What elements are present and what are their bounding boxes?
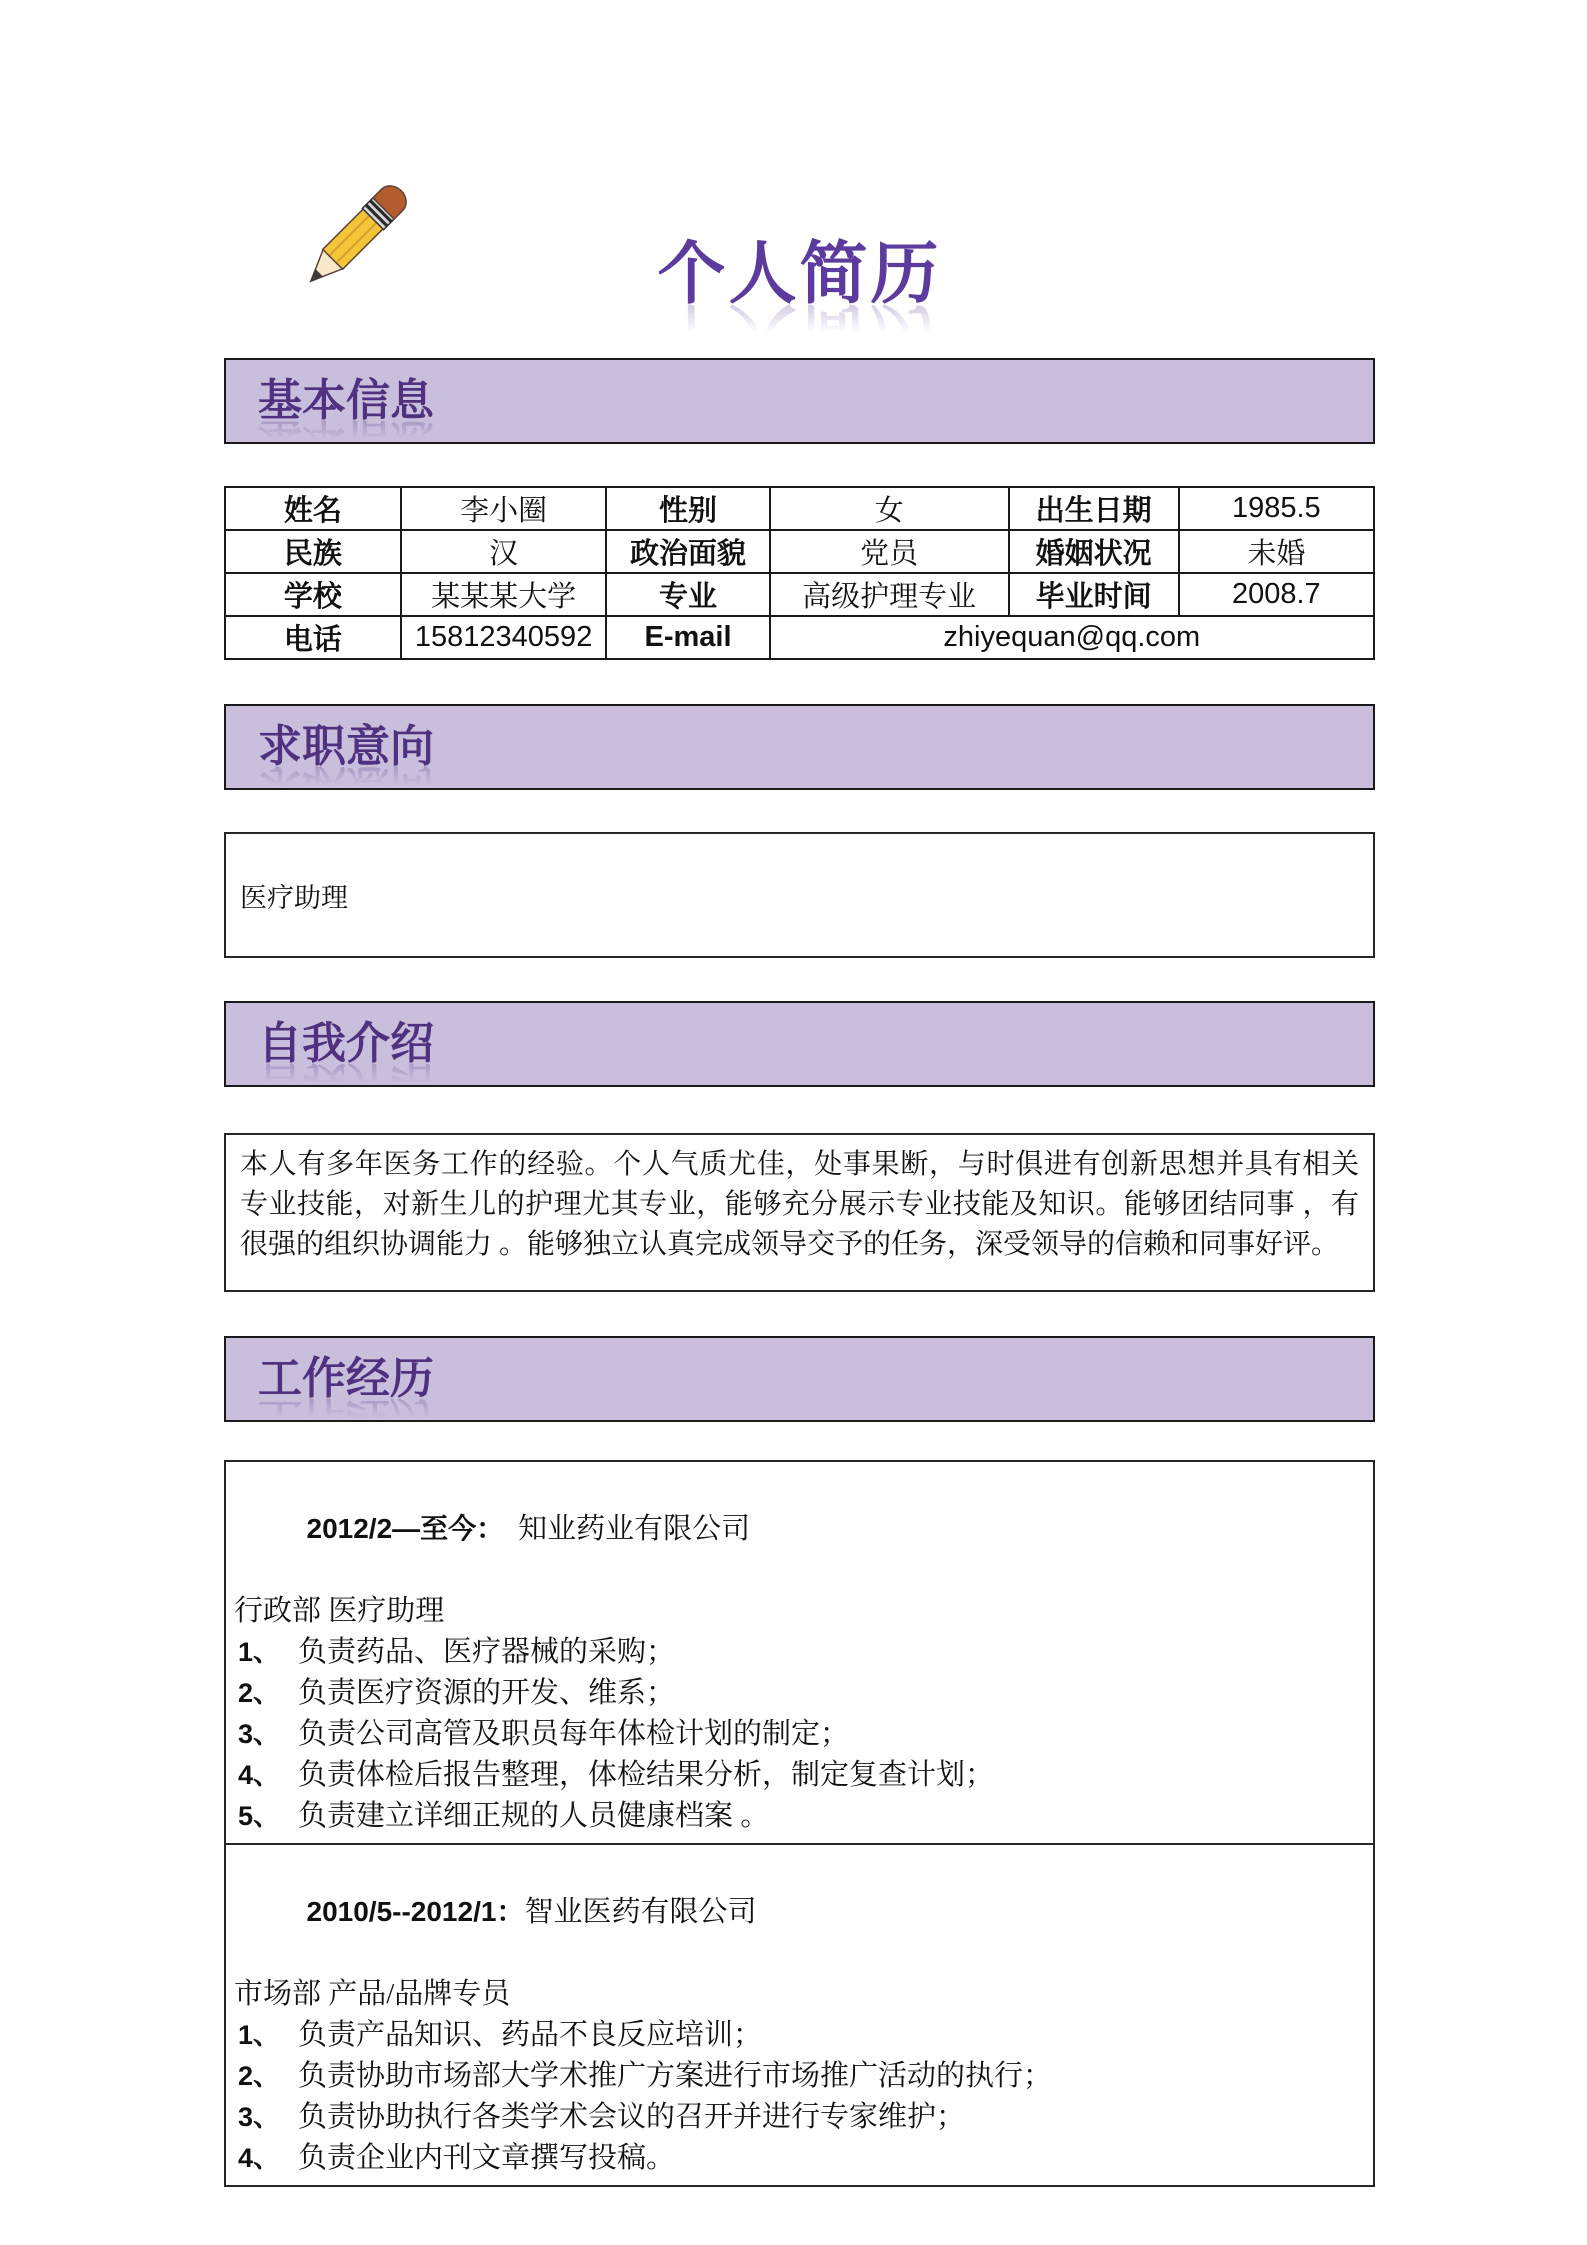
duty-text: 负责产品知识、药品不良反应培训； (298, 2019, 763, 2051)
basic-info-table (224, 486, 1375, 660)
table-row (225, 487, 1374, 530)
duty-number: 4、 (238, 2143, 281, 2173)
value-email: zhiyequan@qq.com (770, 616, 1374, 659)
duty-number: 3、 (238, 2102, 281, 2132)
label-birthdate: 出生日期 (1009, 487, 1179, 530)
job-period: 2010/5--2012/1： (306, 1896, 525, 1927)
section-header-basic-info (224, 358, 1375, 444)
job-entry (226, 1462, 1373, 1843)
label-gender: 性别 (606, 487, 769, 530)
value-graduation-date: 2008.7 (1179, 573, 1374, 616)
value-phone: 15812340592 (401, 616, 607, 659)
job-heading (234, 1850, 1363, 1974)
value-ethnicity: 汉 (401, 530, 607, 573)
document-header (224, 0, 1375, 358)
job-duty (234, 2015, 1363, 2056)
resume-content-column (224, 0, 1375, 2187)
job-company: 知业药业有限公司 (518, 1513, 751, 1545)
section-heading-text: 求职意向 (258, 722, 434, 771)
duty-number: 2、 (238, 1678, 281, 1708)
job-company: 智业医药有限公司 (524, 1896, 757, 1928)
job-intention-text: 医疗助理 (240, 882, 348, 913)
label-school: 学校 (225, 573, 401, 616)
value-birthdate: 1985.5 (1179, 487, 1374, 530)
value-major: 高级护理专业 (770, 573, 1009, 616)
duty-number: 5、 (238, 1801, 281, 1831)
table-row (225, 616, 1374, 659)
label-phone: 电话 (225, 616, 401, 659)
job-intention-box (224, 832, 1375, 958)
label-graduation-date: 毕业时间 (1009, 573, 1179, 616)
job-duty (234, 1796, 1363, 1837)
value-name: 李小圈 (401, 487, 607, 530)
value-marital-status: 未婚 (1179, 530, 1374, 573)
duty-number: 4、 (238, 1760, 281, 1790)
duty-text: 负责医疗资源的开发、维系； (298, 1677, 676, 1709)
duty-text: 负责协助市场部大学术推广方案进行市场推广活动的执行； (298, 2060, 1053, 2092)
label-major: 专业 (606, 573, 769, 616)
label-email: E-mail (606, 616, 769, 659)
section-header-self-intro (224, 1001, 1375, 1087)
duty-text: 负责企业内刊文章撰写投稿。 (298, 2142, 676, 2174)
label-marital-status: 婚姻状况 (1009, 530, 1179, 573)
duty-text: 负责协助执行各类学术会议的召开并进行专家维护； (298, 2101, 966, 2133)
job-duty (234, 2056, 1363, 2097)
duty-text: 负责体检后报告整理，体检结果分析，制定复查计划； (298, 1759, 995, 1791)
section-heading-text: 基本信息 (258, 376, 434, 425)
duty-text: 负责公司高管及职员每年体检计划的制定； (298, 1718, 850, 1750)
job-duty (234, 1632, 1363, 1673)
duty-number: 1、 (238, 2020, 281, 2050)
duty-number: 3、 (238, 1719, 281, 1749)
duty-number: 1、 (238, 1637, 281, 1667)
page-title: 个人简历 (657, 236, 942, 312)
job-duty (234, 2097, 1363, 2138)
job-duty (234, 1755, 1363, 1796)
job-role: 行政部 医疗助理 (234, 1595, 445, 1627)
job-period: 2012/2—至今： (306, 1513, 519, 1544)
table-row (225, 530, 1374, 573)
job-entry (226, 1843, 1373, 2185)
job-duty (234, 2138, 1363, 2179)
value-political-status: 党员 (770, 530, 1009, 573)
section-header-work-experience (224, 1336, 1375, 1422)
job-role: 市场部 产品/品牌专员 (234, 1978, 511, 2010)
self-intro-box (224, 1133, 1375, 1292)
section-heading-text: 工作经历 (258, 1354, 434, 1403)
duty-text: 负责药品、医疗器械的采购； (298, 1636, 676, 1668)
value-school: 某某某大学 (401, 573, 607, 616)
job-heading (234, 1467, 1363, 1591)
job-duty (234, 1714, 1363, 1755)
label-name: 姓名 (225, 487, 401, 530)
section-heading-text: 自我介绍 (258, 1019, 434, 1068)
table-row (225, 573, 1374, 616)
work-experience-box (224, 1460, 1375, 2187)
section-header-job-intention (224, 704, 1375, 790)
duty-text: 负责建立详细正规的人员健康档案 。 (298, 1800, 770, 1832)
value-gender: 女 (770, 487, 1009, 530)
self-intro-text: 本人有多年医务工作的经验。个人气质尤佳，处事果断，与时俱进有创新思想并具有相关专业技能，对新生儿的护理尤其专业，能够充分展示专业技能及知识。能够团结同事 ，有很强的组织协调能力 。能够独立认真完成领导交予的任务，深受领导的信赖和同事好评。 (240, 1149, 1359, 1260)
label-political-status: 政治面貌 (606, 530, 769, 573)
duty-number: 2、 (238, 2061, 281, 2091)
job-duty (234, 1673, 1363, 1714)
label-ethnicity: 民族 (225, 530, 401, 573)
